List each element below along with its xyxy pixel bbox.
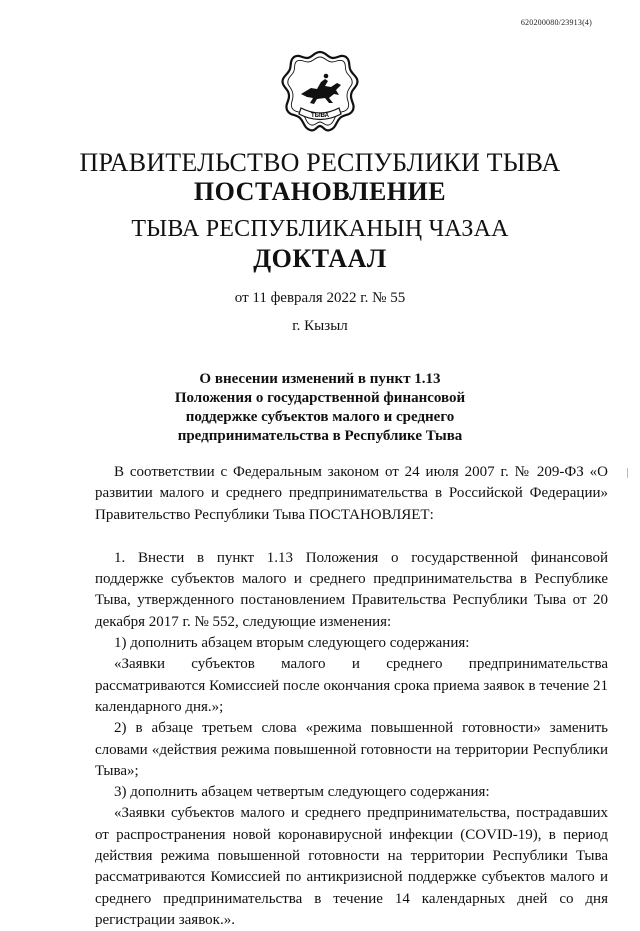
preamble-paragraph: В соответствии с Федеральным законом от 24 июля 2007 г. № 209-ФЗ «О развитии малого и среднего предпринимательства в Российской Федерации» Правительство Республики Тыва ПОСТАНОВЛЯЕТ:: [95, 464, 608, 523]
title-line: поддержке субъектов малого и среднего: [185, 409, 455, 425]
tuva-emblem-icon: [281, 48, 359, 140]
body-paragraph: 2) в абзаце третьем слова «режима повышенной готовности» заменить словами «действия режима повышенной готовности на территории Республики Тыва»;: [95, 720, 608, 779]
title-line: предпринимательства в Республике Тыва: [177, 428, 463, 444]
decree-title: [0, 370, 640, 446]
government-name-ru: ПРАВИТЕЛЬСТВО РЕСПУБЛИКИ ТЫВА: [79, 148, 561, 177]
body-paragraph: 1. Внести в пункт 1.13 Положения о государственной финансовой поддержке субъектов малого и среднего предпринимательства в Республике Тыва, утвержденного постановлением Правительства Республики Тыва от 20 декабря 2017 г. № 552, следующие изменения:: [95, 549, 608, 630]
body-paragraph: «Заявки субъектов малого и среднего предпринимательства, пострадавших от распространения новой коронавирусной инфекции (COVID-19), в период действия режима повышенной готовности на территории Республики Тыва рассматриваются Комиссией по антикризисной поддержке субъектов малого и среднего предпринимательства в течение 14 календарных дней со дня регистрации заявок.».: [95, 805, 608, 928]
document-code: 620200080/23913(4): [520, 18, 592, 27]
decree-city: г. Кызыл: [292, 318, 348, 334]
body-paragraph: «Заявки субъектов малого и среднего предпринимательства рассматриваются Комиссией после окончания срока приема заявок в течение 21 календарного дня.»;: [95, 656, 608, 715]
title-line: О внесении изменений в пункт 1.13: [199, 371, 441, 387]
margin-mark: [621, 468, 628, 478]
decree-type-ru: ПОСТАНОВЛЕНИЕ: [193, 177, 447, 206]
decree-type-tyv: ДОКТААЛ: [253, 244, 387, 273]
title-line: Положения о государственной финансовой: [174, 390, 466, 406]
government-name-tyv: ТЫВА РЕСПУБЛИКАНЫҢ ЧАЗАА: [131, 216, 509, 242]
decree-body: [95, 462, 608, 931]
emblem-label: ТЫВА: [311, 113, 329, 119]
decree-date-number: от 11 февраля 2022 г. № 55: [234, 290, 406, 306]
body-paragraph: 3) дополнить абзацем четвертым следующего содержания:: [114, 784, 490, 801]
body-paragraph: 1) дополнить абзацем вторым следующего содержания:: [114, 635, 470, 652]
